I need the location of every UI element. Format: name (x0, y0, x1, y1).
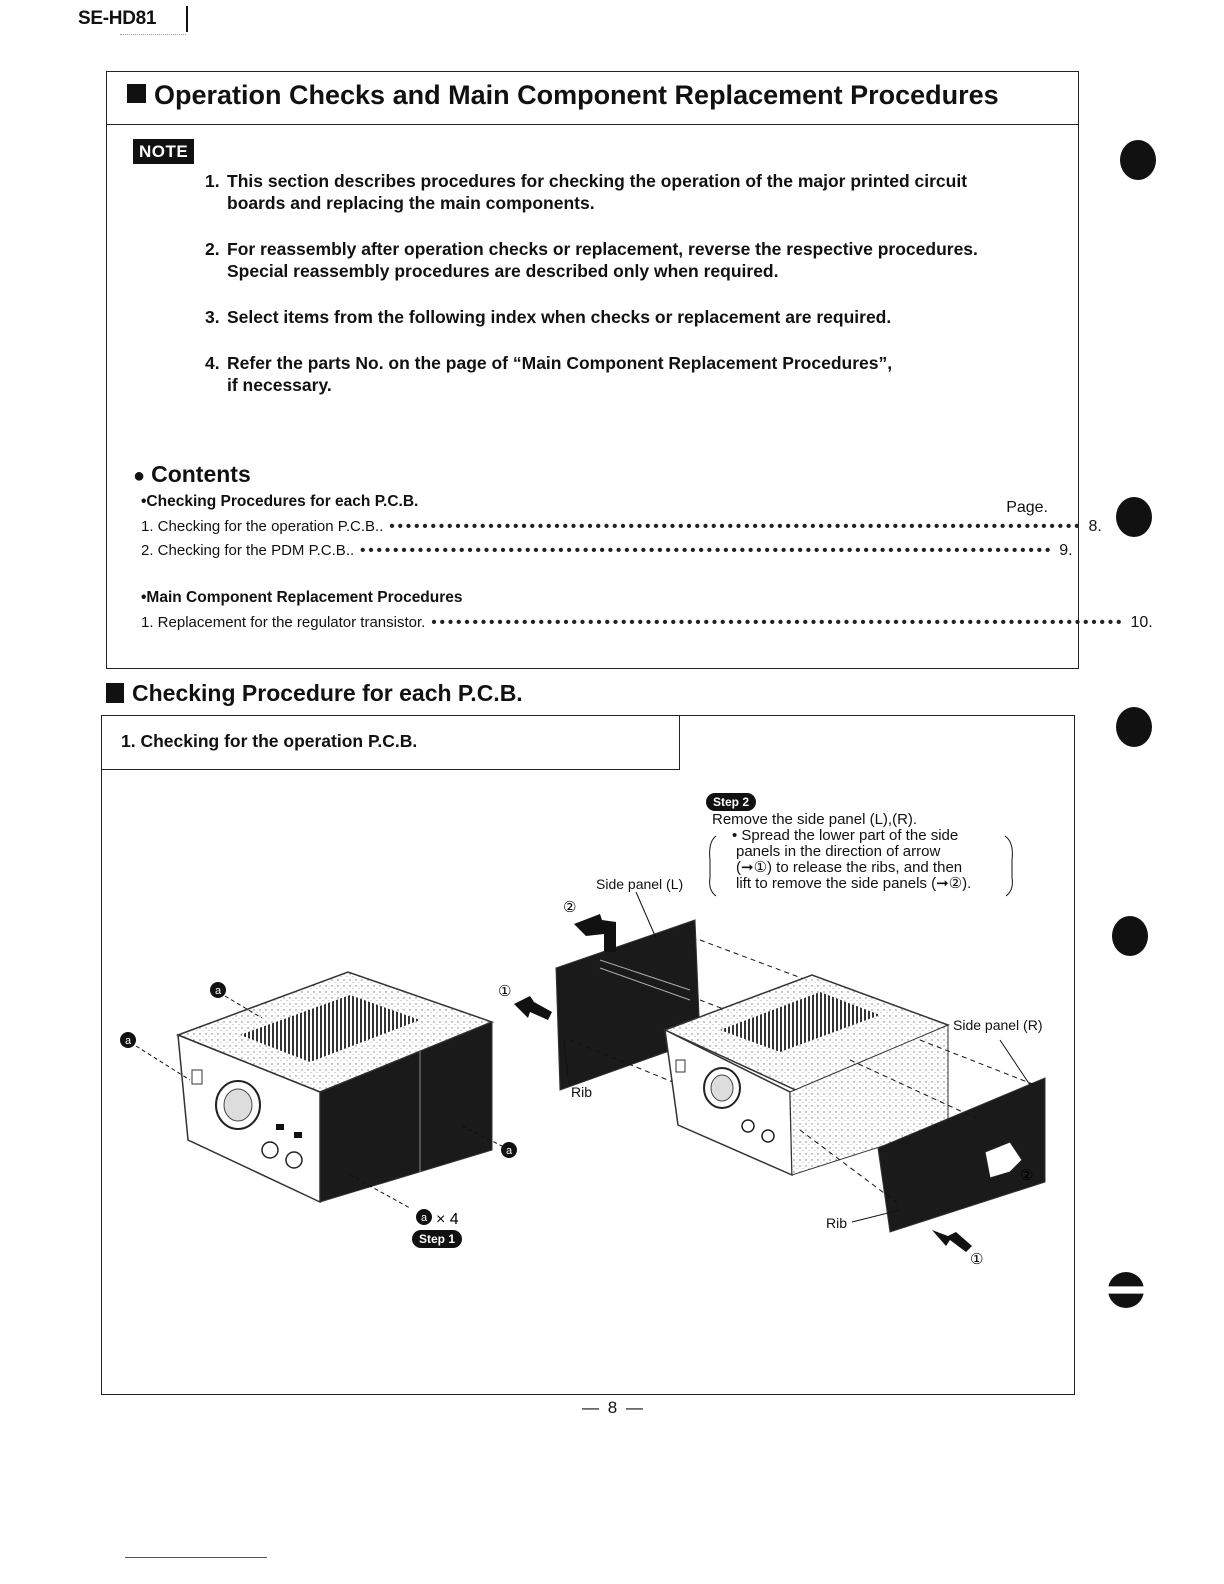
note-badge: NOTE (133, 139, 194, 164)
footer-rule (125, 1557, 267, 1558)
section-title-text: Operation Checks and Main Component Replacement Procedures (154, 80, 999, 110)
subsection-title: 1. Checking for the operation P.C.B. (121, 731, 418, 751)
note-item: 3. Select items from the following index when checks or replacement are required. (205, 307, 892, 327)
rib-label: Rib (826, 1215, 848, 1231)
model-number: SE-HD81 (78, 8, 157, 29)
step-1-badge: Step 1 (412, 1230, 462, 1248)
checking-procedure-title: Checking Procedure for each P.C.B. (106, 680, 523, 707)
step-marker-2: ② (1020, 1166, 1034, 1184)
rib-label: Rib (571, 1084, 593, 1100)
side-panel-l-label: Side panel (L) (596, 876, 684, 892)
note-item: 4. Refer the parts No. on the page of “Main Component Replacement Procedures”, if necessary. (205, 353, 893, 395)
screw-marker-label: a (214, 985, 222, 997)
note-item: 2. For reassembly after operation checks or replacement, reverse the respective procedures. Special reassembly procedures are described only when required. (205, 239, 978, 281)
bullet-icon: ● (133, 465, 146, 487)
toc-entry[interactable]: 2. Checking for the PDM P.C.B.. •••••••••••••••••••••••••••••••••••••••••••••••••••••••••••••••••••••••••••••••••••• 9. (141, 542, 1073, 559)
step-marker-2: ② (563, 898, 577, 916)
toc-group-heading: •Main Component Replacement Procedures (141, 589, 463, 606)
toc-page-label: Page. (1006, 499, 1048, 516)
note-item: 1. This section describes procedures for checking the operation of the major printed circuit boards and replacing the main components. (205, 171, 968, 213)
svg-text:a: a (420, 1212, 428, 1224)
binder-hole-icon (1116, 707, 1152, 747)
binder-hole-icon (1120, 140, 1156, 180)
contents-title: ● Contents (133, 461, 251, 487)
step-2-badge: Step 2 (706, 793, 756, 811)
toc-group-heading: •Checking Procedures for each P.C.B. (141, 493, 419, 510)
svg-text:a: a (124, 1035, 132, 1047)
binder-hole-icon (1112, 916, 1148, 956)
step-marker-1: ① (498, 982, 512, 1000)
svg-text:a: a (505, 1145, 513, 1157)
screw-count: × 4 (436, 1211, 459, 1228)
amplifier-left (178, 972, 492, 1202)
arrow-up-icon (574, 914, 616, 952)
step-2-instructions: Remove the side panel (L),(R). • Spread the lower part of the side panels in the direction of arrow (➞①) to release the ribs, and then lift to remove the side panels (➞②). (712, 811, 972, 892)
toc-entry[interactable]: 1. Checking for the operation P.C.B.. •••••••••••••••••••••••••••••••••••••••••••••••••••••••••••••••••••••••••••••••••••• 8. (141, 518, 1102, 535)
side-panel-r-label: Side panel (R) (953, 1017, 1043, 1033)
binder-hole-icon (1116, 497, 1152, 537)
arrow-left-icon (514, 996, 552, 1020)
arrow-down-icon (932, 1230, 972, 1252)
toc-entry[interactable]: 1. Replacement for the regulator transistor. •••••••••••••••••••••••••••••••••••••••••••••••••••••••••••••••••••••••••••••••••••• 10. (141, 614, 1153, 631)
page-number: — 8 — (582, 1398, 645, 1417)
step-marker-1: ① (970, 1250, 984, 1268)
